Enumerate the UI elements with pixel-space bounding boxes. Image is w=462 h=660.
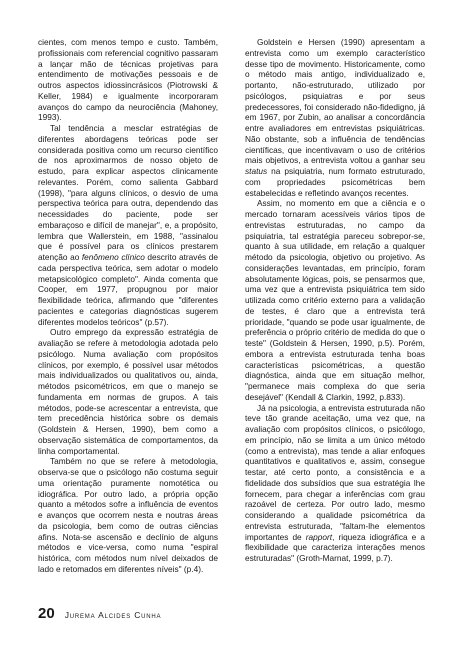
right-paragraph-3-part-a: Já na psicologia, a entrevista estruturada não teve tão grande aceitação, uma vez que, na avaliação com propósitos clínicos, o psicólogo, em princípio, não se limita a um único método (como a entrevista), mas tende a aliar enfoques quantitativos e qualitativos e, assim, consegue testar, até certo ponto, a consistência e a fidelidade dos subsídios que sua estratégia lhe fornecem, para chegar a inferências com grau razoável de certeza. Por outro lado, mesmo considerando a qualidade psicométrica da entrevista estruturada, "faltam-lhe elementos importantes de bbox=[245, 402, 425, 542]
right-paragraph-1-emphasis: status bbox=[245, 166, 268, 176]
left-paragraph-2-emphasis: fenômeno clínico bbox=[81, 252, 145, 262]
left-paragraph-2-part-a: Tal tendência a mesclar estratégias de diferentes abordagens teóricas pode ser considerada positiva como um recurso científico de nos aproximarmos de nosso objeto de estudo, para explicar aspectos clinicamente relevantes. Porém, como salienta Gabbard (1998), "para alguns clínicos, o desvio de uma perspectiva teórica para outra, dependendo das necessidades do paciente, pode ser embaraçoso e difícil de manejar", e, a propósito, lembra que Wallerstein, em 1988, "assinalou que é possível para os clínicos prestarem atenção ao bbox=[38, 123, 218, 262]
left-column bbox=[38, 37, 218, 575]
left-paragraph-2 bbox=[38, 123, 218, 327]
left-paragraph-3: Outro emprego da expressão estratégia de avaliação se refere à metodologia adotada pelo psicólogo. Numa avaliação com propósitos clínicos, por exemplo, é possível usar métodos mais individualizados ou qualitativos ou, ainda, métodos psicométricos, em que o manejo se fundamenta em normas de grupos. A tais métodos, pode-se acrescentar a entrevista, que tem precedência histórica sobre os demais (Goldstein & Hersen, 1990), bem como a observação sistemática de comportamentos, da linha comportamental. bbox=[38, 327, 218, 456]
left-paragraph-2-part-b: descrito através de cada perspectiva teórica, sem adotar o modelo metapsicológico completo". Ainda comenta que Cooper, em 1977, propugnou por maior flexibilidade teórica, afirmando que "diferentes pacientes e categorias diagnósticas sugerem diferentes modelos teóricos" (p.57). bbox=[38, 252, 218, 327]
left-paragraph-4: Também no que se refere à metodologia, observa-se que o psicólogo não costuma seguir uma orientação puramente nomotética ou idiográfica. Por outro lado, a própria opção quanto a métodos sofre a influência de eventos e avanços que ocorrem nesta e noutras áreas da psicologia, bem como de outras ciências afins. Nota-se ascensão e declínio de alguns métodos e vice-versa, como numa "espiral histórica, com métodos num nível deixados de lado e retomados em diferentes níveis" (p.4). bbox=[38, 456, 218, 574]
right-paragraph-1 bbox=[245, 37, 425, 198]
right-column bbox=[245, 37, 425, 564]
left-paragraph-1: cientes, com menos tempo e custo. Também, profissionais com referencial cognitivo passaram a lançar mão de técnicas projetivas para entendimento de motivações pessoais e de outros aspectos idiossincrásicos (Piotrowski & Keller, 1984) e igualmente incorporaram avanços do campo da neurociência (Mahoney, 1993). bbox=[38, 37, 218, 123]
right-paragraph-3 bbox=[245, 403, 425, 564]
right-paragraph-3-emphasis: rapport bbox=[305, 531, 333, 542]
right-paragraph-3-part-b: , riqueza idiográfica e a flexibilidade que caracteriza interações menos estruturadas" (Groth-Marnat, 1999, p.7). bbox=[245, 531, 425, 563]
right-paragraph-1-part-a: Goldstein e Hersen (1990) apresentam a entrevista como um exemplo característico desse tipo de movimento. Historicamente, como o método mais antigo, individualizado e, portanto, não-estruturado, utilizado por psicólogos, psiquiatras e por seus predecessores, foi considerado não-fidedigno, já em 1967, por Zubin, ao analisar a concordância entre avaliadores em entrevistas psiquiátricas. Não obstante, sob a influência de tendências científicas, que incentivavam o uso de critérios mais objetivos, a entrevista voltou a ganhar seu bbox=[245, 37, 425, 166]
page-footer bbox=[38, 605, 161, 622]
right-paragraph-2: Assim, no momento em que a ciência e o mercado tornaram acessíveis vários tipos de entrevistas estruturadas, no campo da psiquiatria, tal estratégia pareceu sobrepor-se, quanto à sua utilidade, em relação a qualquer método da psicologia, objetivo ou projetivo. As considerações levantadas, em princípio, foram absolutamente lógicas, pois, se pensarmos que, uma vez que a entrevista psiquiátrica tem sido utilizada como critério externo para a validação de testes, é claro que a entrevista terá prioridade, "quando se pode usar igualmente, de preferência o próprio critério de medida do que o teste" (Goldstein & Hersen, 1990, p.5). Porém, embora a entrevista estruturada tenha boas características psicométricas, a questão diagnóstica, ainda que em situação melhor, "permanece mais complexa do que seria desejável" (Kendall & Clarkin, 1992, p.833). bbox=[245, 198, 425, 402]
page-number: 20 bbox=[38, 605, 55, 622]
right-paragraph-1-part-b: na psiquiatria, num formato estruturado, com propriedades psicométricas bem estabelecidas e refletindo avanços recentes. bbox=[245, 166, 425, 198]
running-author: Jurema Alcides Cunha bbox=[64, 610, 162, 620]
